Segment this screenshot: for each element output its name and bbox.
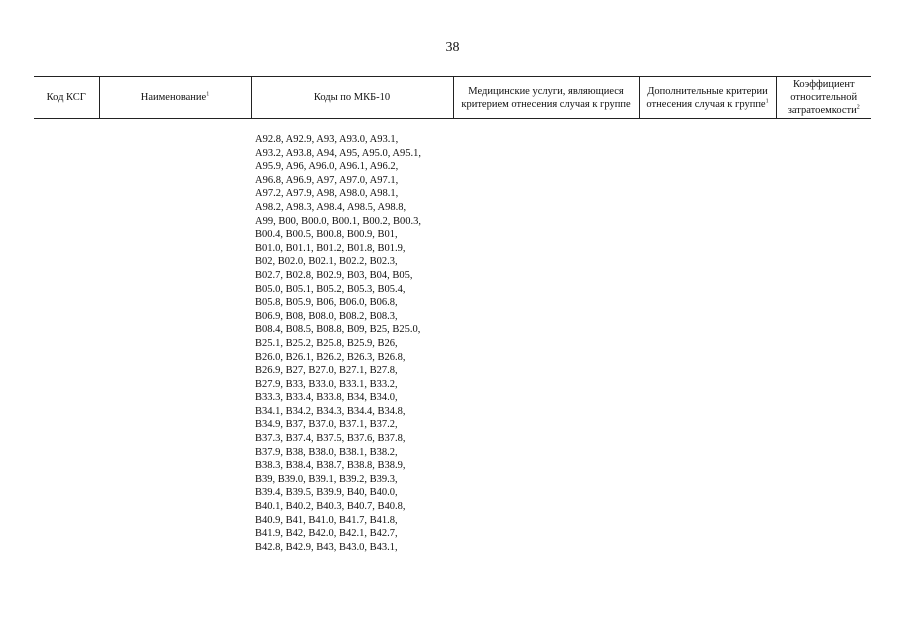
mkb-code-line: B39, B39.0, B39.1, B39.2, B39.3, <box>255 473 398 485</box>
cell-name <box>99 119 251 555</box>
mkb-code-line: B02, B02.0, B02.1, B02.2, B02.3, <box>255 256 398 268</box>
mkb-code-line: B34.9, B37, B37.0, B37.1, B37.2, <box>255 419 398 431</box>
header-ksg-code: Код КСГ <box>34 77 99 119</box>
mkb-code-line: B05.0, B05.1, B05.2, B05.3, B05.4, <box>255 283 406 295</box>
header-cost-coefficient: Коэффициент относительной затратоемкости$^2$ <box>776 77 871 119</box>
mkb-code-line: B05.8, B05.9, B06, B06.0, B06.8, <box>255 297 398 309</box>
mkb-code-line: B42.8, B42.9, B43, B43.0, B43.1, <box>255 541 398 553</box>
mkb-code-line: B26.9, B27, B27.0, B27.1, B27.8, <box>255 365 398 377</box>
cell-ksg-code <box>34 119 99 555</box>
mkb-code-line: A92.8, A92.9, A93, A93.0, A93.1, <box>255 134 399 145</box>
footnote-mark: 1 <box>765 98 769 104</box>
footnote-mark: 1 <box>206 91 210 98</box>
mkb-code-line: B06.9, B08, B08.0, B08.2, B08.3, <box>255 310 398 322</box>
cell-medical-services <box>453 119 639 555</box>
cell-mkb-codes <box>251 119 453 555</box>
mkb-code-line: B08.4, B08.5, B08.8, B09, B25, B25.0, <box>255 324 421 336</box>
mkb-code-line: B25.1, B25.2, B25.8, B25.9, B26, <box>255 337 398 349</box>
mkb-code-line: A93.2, A93.8, A94, A95, A95.0, A95.1, <box>255 147 421 159</box>
mkb-code-line: B38.3, B38.4, B38.7, B38.8, B38.9, <box>255 460 406 472</box>
mkb-code-line: B37.3, B37.4, B37.5, B37.6, B37.8, <box>255 433 406 445</box>
mkb-code-line: B40.1, B40.2, B40.3, B40.7, B40.8, <box>255 501 406 513</box>
mkb-code-line: B39.4, B39.5, B39.9, B40, B40.0, <box>255 487 398 499</box>
header-mkb-codes: Коды по МКБ-10 <box>251 77 453 119</box>
mkb-codes-list <box>255 133 453 554</box>
mkb-code-line: B33.3, B33.4, B33.8, B34, B34.0, <box>255 392 398 404</box>
cell-cost-coefficient <box>776 119 871 555</box>
mkb-code-line: B00.4, B00.5, B00.8, B00.9, B01, <box>255 229 398 241</box>
mkb-code-line: B37.9, B38, B38.0, B38.1, B38.2, <box>255 446 398 458</box>
header-name: Наименование$^1$ <box>99 77 251 119</box>
cell-additional-criteria <box>639 119 776 555</box>
mkb-code-line: B27.9, B33, B33.0, B33.1, B33.2, <box>255 378 398 390</box>
ksg-table <box>34 76 871 554</box>
table-row <box>34 119 871 555</box>
mkb-code-line: A96.8, A96.9, A97, A97.0, A97.1, <box>255 174 399 186</box>
ksg-table-container <box>34 76 871 554</box>
mkb-code-line: A97.2, A97.9, A98, A98.0, A98.1, <box>255 188 399 200</box>
header-additional-criteria: Дополнительные критерии отнесения случая к группе$^1$ <box>639 77 776 119</box>
mkb-code-line: B34.1, B34.2, B34.3, B34.4, B34.8, <box>255 405 406 417</box>
mkb-code-line: A95.9, A96, A96.0, A96.1, A96.2, <box>255 161 399 173</box>
mkb-code-line: A99, B00, B00.0, B00.1, B00.2, B00.3, <box>255 215 421 227</box>
mkb-code-line: B41.9, B42, B42.0, B42.1, B42.7, <box>255 528 398 540</box>
page-number: 38 <box>445 40 460 55</box>
mkb-code-line: B01.0, B01.1, B01.2, B01.8, B01.9, <box>255 242 406 254</box>
table-header-row <box>34 77 871 119</box>
mkb-code-line: B02.7, B02.8, B02.9, B03, B04, B05, <box>255 269 413 281</box>
mkb-code-line: B26.0, B26.1, B26.2, B26.3, B26.8, <box>255 351 406 363</box>
header-medical-services: Медицинские услуги, являющиеся критерием отнесения случая к группе <box>453 77 639 119</box>
footnote-mark: 2 <box>856 104 860 111</box>
mkb-code-line: B40.9, B41, B41.0, B41.7, B41.8, <box>255 514 398 526</box>
mkb-code-line: A98.2, A98.3, A98.4, A98.5, A98.8, <box>255 201 407 213</box>
